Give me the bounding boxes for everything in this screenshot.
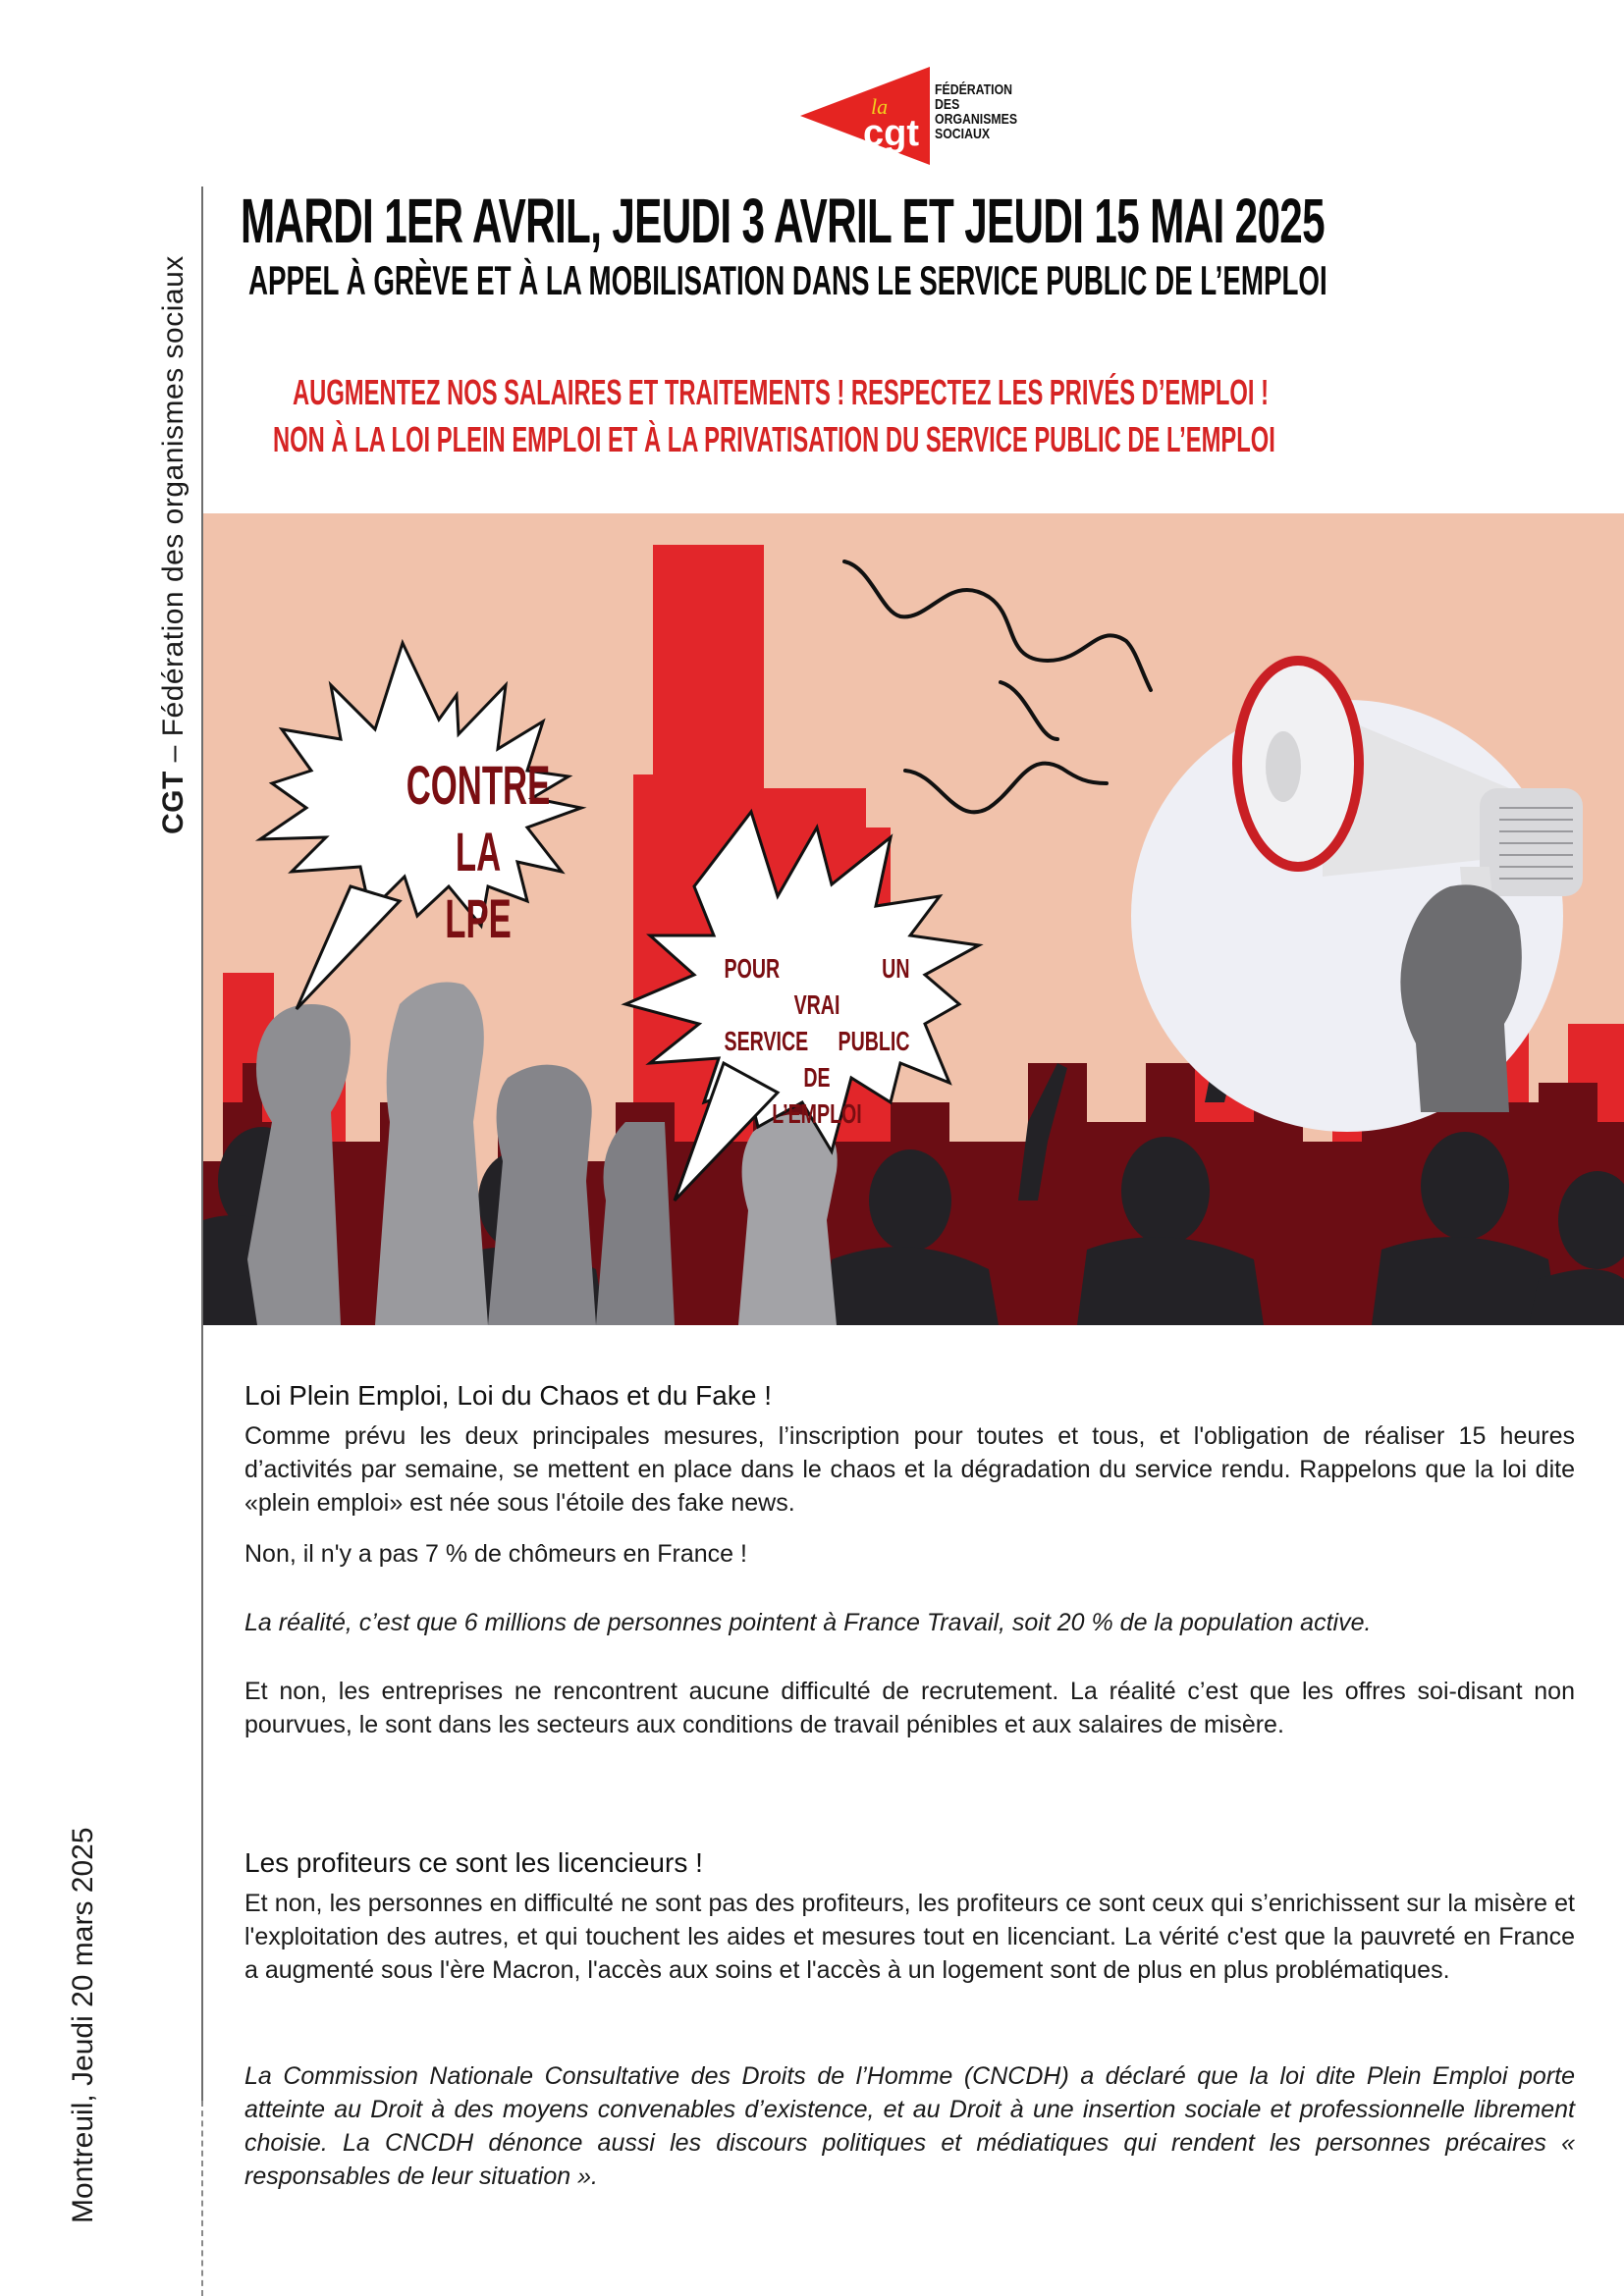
section-paragraph: Et non, les personnes en difficulté ne sont pas des profiteurs, les profiteurs ce sont ceux qui s’enrichissent sur la misère et l'exploitation des autres, et qui touchent les aides et mesures tout en licenciant. La vérité c'est que la pauvreté en France a augmenté sous l'ère Macron, l'accès aux soins et l'accès à un logement sont de plus en plus problématiques. [244, 1890, 1575, 1984]
side-rule-dashed [201, 2101, 203, 2296]
bubble-contre-la-lpe [387, 752, 569, 952]
section-paragraph-italic: La réalité, c’est que 6 millions de personnes pointent à France Travail, soit 20 % de la population active. [244, 1609, 1372, 1636]
section-title-profiteurs: Les profiteurs ce sont les licencieurs ! [244, 1847, 703, 1878]
slogan-salaries: AUGMENTEZ NOS SALAIRES ET TRAITEMENTS ! RESPECTEZ LES PRIVÉS D’EMPLOI ! [293, 372, 1270, 412]
sound-squiggles [844, 561, 1151, 812]
side-org-rest: – Fédération des organismes sociaux [157, 255, 189, 772]
side-date-label: Montreuil, Jeudi 20 mars 2025 [67, 1827, 99, 2223]
protest-illustration [203, 513, 1624, 1325]
cgt-triangle-icon [800, 67, 933, 165]
speech-burst-contre-tail [297, 886, 400, 1009]
bubble-line: POUR UN VRAI [724, 953, 910, 1020]
slogan-lpe: NON À LA LOI PLEIN EMPLOI ET À LA PRIVATISATION DU SERVICE PUBLIC DE L’EMPLOI [273, 419, 1275, 459]
side-org-bold: CGT [157, 771, 189, 834]
logo-line: DES [935, 96, 960, 113]
bubble-line: CONTRE LA [406, 754, 551, 882]
bubble-line: LPE [445, 887, 512, 949]
logo-line: ORGANISMES [935, 111, 1018, 128]
logo-line: SOCIAUX [935, 126, 991, 142]
section-paragraph-italic: La Commission Nationale Consultative des Droits de l’Homme (CNCDH) a déclaré que la loi dite Plein Emploi porte atteinte au Droit à des moyens convenables d’existence, et au Droit à une insertion sociale et professionnelle librement choisie. La CNCDH dénonce aussi les discours politiques et médiatiques qui rendent les personnes précaires « responsables de leur situation ». [244, 2062, 1575, 2190]
bubble-line: L’EMPLOI [772, 1098, 862, 1129]
logo-mark: cgt [863, 113, 919, 154]
page-subtitle: APPEL À GRÈVE ET À LA MOBILISATION DANS LE SERVICE PUBLIC DE L’EMPLOI [248, 257, 1327, 303]
bubble-vrai-service-public [725, 950, 910, 1132]
side-organization-label [157, 255, 190, 834]
megaphone-hand [1400, 884, 1521, 1112]
page-title: MARDI 1ER AVRIL, JEUDI 3 AVRIL ET JEUDI 15 MAI 2025 [241, 186, 1325, 256]
logo-script: la [871, 94, 889, 119]
cgt-logo [800, 67, 1036, 165]
section-title-loi-plein-emploi: Loi Plein Emploi, Loi du Chaos et du Fake ! [244, 1380, 772, 1411]
bubble-line: SERVICE PUBLIC DE [724, 1026, 910, 1093]
section-paragraph: Et non, les entreprises ne rencontrent aucune difficulté de recrutement. La réalité c’est que les offres soi-disant non pourvues, le sont dans les secteurs aux conditions de travail pénibles et aux salaires de misère. [244, 1678, 1575, 1738]
section-paragraph: Comme prévu les deux principales mesures, l’inscription pour toutes et tous, et l'obligation de réaliser 15 heures d’activités par semaine, se mettent en place dans le chaos et la dégradation du service rendu. Rappelons que la loi dite «plein emploi» est née sous l'étoile des fake news. [244, 1422, 1575, 1517]
logo-line: FÉDÉRATION [935, 81, 1013, 98]
section-paragraph: Non, il n'y a pas 7 % de chômeurs en France ! [244, 1540, 747, 1568]
logo-federation-text [935, 82, 1017, 141]
